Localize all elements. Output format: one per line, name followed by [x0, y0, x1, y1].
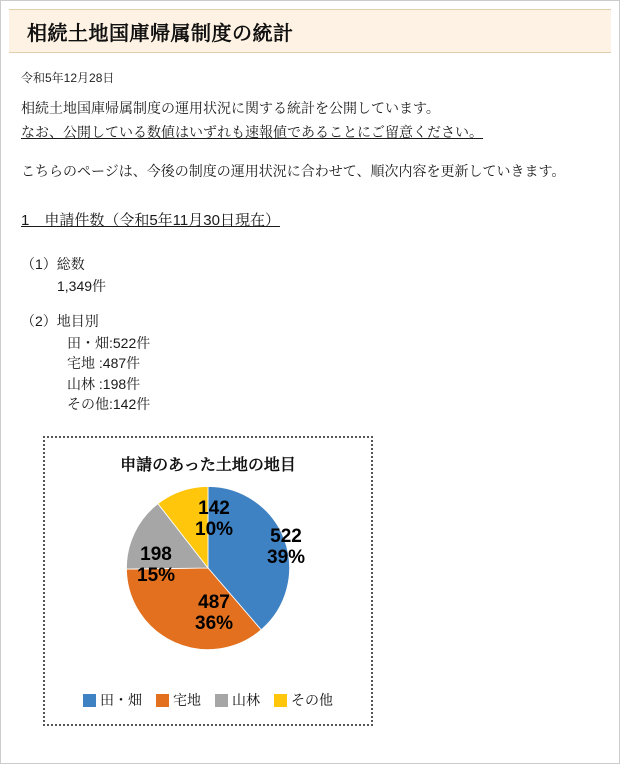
page-title: 相続土地国庫帰属制度の統計: [27, 22, 294, 45]
legend-item-takuchi: [156, 690, 201, 710]
pie-chart-container: [43, 436, 373, 726]
legend-label: 宅地: [173, 692, 201, 709]
subsection-heading-total: （1）総数: [21, 256, 85, 273]
intro-paragraph-3: こちらのページは、今後の制度の運用状況に合わせて、順次内容を更新していきます。: [21, 163, 566, 180]
pie-slice-label-ta-hata: [267, 527, 305, 569]
land-type-row: 山林 :198件: [67, 375, 141, 392]
pie-slice-label-takuchi: [195, 593, 233, 635]
chart-legend: [45, 690, 371, 710]
intro-paragraph-2: なお、公開している数値はいずれも速報値であることにご留意ください。: [21, 123, 483, 140]
page-title-bar: [9, 9, 611, 53]
legend-item-ta-hata: [83, 690, 142, 710]
legend-label: 山林: [232, 692, 260, 709]
pie-slice-percent: 36%: [195, 613, 234, 635]
pie-slice-value: 142: [198, 498, 230, 520]
pie-slice-value: 198: [140, 544, 172, 566]
document-body: [1, 53, 619, 726]
land-type-row: 田・畑:522件: [67, 335, 151, 352]
publish-date: 令和5年12月28日: [21, 71, 115, 85]
legend-swatch: [156, 694, 169, 707]
pie-slice-value: 522: [270, 526, 302, 548]
legend-swatch: [274, 694, 287, 707]
pie-slice-percent: 39%: [267, 547, 306, 569]
pie-slice-value: 487: [198, 592, 230, 614]
legend-item-sanrin: [215, 690, 260, 710]
pie-slice-label-sanrin: [137, 545, 175, 587]
legend-label: 田・畑: [100, 692, 142, 709]
total-applications-value: 1,349件: [57, 278, 107, 295]
land-type-row: 宅地 :487件: [67, 355, 141, 372]
intro-paragraph-1: 相続土地国庫帰属制度の運用状況に関する統計を公開しています。: [21, 100, 440, 116]
land-type-row: その他:142件: [67, 395, 151, 412]
pie-slice-percent: 10%: [195, 519, 234, 541]
pie-slice-percent: 15%: [137, 565, 176, 587]
legend-swatch: [215, 694, 228, 707]
chart-title: 申請のあった土地の地目: [120, 457, 296, 475]
legend-swatch: [83, 694, 96, 707]
pie-slice-label-sonota: [195, 499, 233, 541]
legend-item-sonota: [274, 690, 333, 710]
subsection-heading-by-land-type: （2）地目別: [21, 313, 99, 330]
legend-label: その他: [291, 692, 333, 709]
section-heading-applications: 1 申請件数（令和5年11月30日現在）: [21, 212, 280, 230]
pie-plot-area: [45, 475, 371, 671]
